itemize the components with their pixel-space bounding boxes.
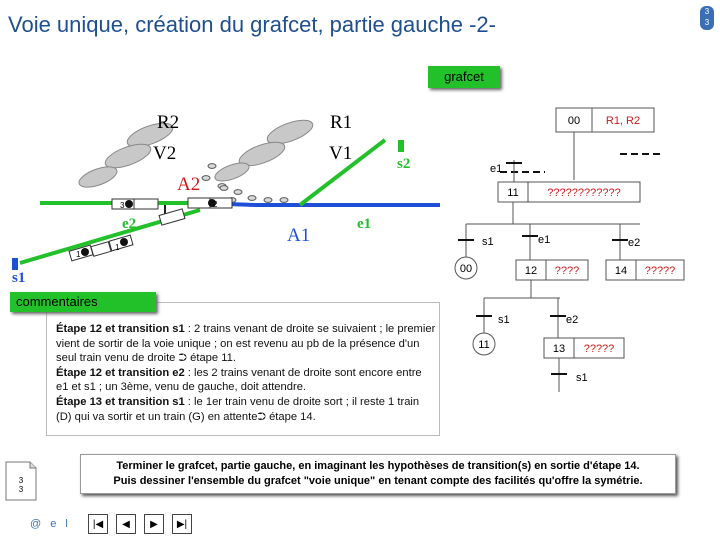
page-title: Voie unique, création du grafcet, partie gauche -2- (8, 12, 496, 37)
action-11-label: ???????????? (547, 187, 621, 199)
step-14-label: 14 (614, 265, 628, 277)
train-2a (159, 209, 185, 225)
comment-3: Étape 13 et transition s1 : le 1er train venu de droite sort ; il reste 1 train (D) qui va sortir et un train (G) en attente⮊ étape 14. (56, 395, 420, 423)
train-2 (188, 198, 210, 208)
nav-next-button[interactable]: ▶ (144, 514, 164, 534)
label-R1: R1 (330, 112, 353, 133)
comments-tag: commentaires (10, 292, 156, 312)
footer-label: @ e l (30, 518, 71, 530)
train-1b-label: 1 (115, 243, 120, 252)
track-scene (12, 112, 440, 286)
sensor-s2 (398, 140, 404, 152)
document-number (14, 476, 28, 494)
nav-first-button[interactable]: |◀ (88, 514, 108, 534)
cond-e2-right: e2 (628, 237, 641, 249)
label-e2: e2 (122, 216, 137, 232)
comments-text (56, 322, 436, 424)
step-00-top-label: 00 (567, 115, 581, 127)
grafcet-diagram (455, 108, 684, 392)
step-11-return-label: 11 (478, 339, 490, 351)
instruction-box (80, 454, 676, 494)
label-A1: A1 (287, 225, 311, 246)
instruction-line-2: Puis dessiner l'ensemble du grafcet "voie unique" en tenant compte des facilités qu'offre la symétrie. (113, 475, 643, 487)
nav-prev-button[interactable]: ◀ (116, 514, 136, 534)
cond-e1-top: e1 (490, 163, 503, 175)
label-A2: A2 (177, 174, 201, 195)
action-14-label: ????? (644, 265, 676, 277)
action-00-label: R1, R2 (605, 115, 641, 127)
step-13-label: 13 (552, 343, 566, 355)
nav-last-button[interactable]: ▶| (172, 514, 192, 534)
page-number-bottom: 3 (704, 18, 710, 27)
comment-1: Étape 12 et transition s1 : 2 trains venant de droite se suivaient ; le premier vient de sortir de la voie unique ; on est revenu au pb de la présence d'un seul train venu de droite ⮊ étape 11. (56, 323, 436, 365)
label-s2: s2 (397, 156, 411, 172)
page-number-top: 3 (704, 7, 710, 16)
cond-e2-low: e2 (566, 314, 579, 326)
action-12-label: ???? (554, 265, 580, 277)
cond-e1-mid: e1 (538, 234, 551, 246)
cond-s1-low: s1 (498, 314, 510, 326)
step-12-label: 12 (524, 265, 538, 277)
grafcet-tag: grafcet (428, 66, 500, 88)
comment-2: Étape 12 et transition e2 : les 2 trains venant de droite sont encore entre e1 et s1 ; un 3ème, venu de gauche, doit attendre. (56, 366, 422, 394)
cond-s1-left: s1 (482, 236, 494, 248)
doc-num-bottom: 3 (18, 485, 24, 494)
label-s1: s1 (12, 270, 26, 286)
label-R2: R2 (157, 112, 180, 133)
cond-s1-bottom: s1 (576, 372, 588, 384)
step-11-label: 11 (507, 187, 519, 199)
train-3-label: 3 (120, 201, 125, 210)
label-V2: V2 (153, 143, 177, 164)
label-e1: e1 (357, 216, 372, 232)
instruction-line-1: Terminer le grafcet, partie gauche, en imaginant les hypothèses de transition(s) en sortie d'étape 14. (116, 460, 640, 472)
step-00-return-label: 00 (459, 263, 473, 275)
action-13-label: ????? (583, 343, 615, 355)
sensor-s1 (12, 258, 18, 270)
train-1-label: 1 (76, 250, 81, 259)
label-V1: V1 (329, 143, 353, 164)
doc-num-top: 3 (18, 476, 24, 485)
train-2-label: 2 (213, 200, 218, 209)
